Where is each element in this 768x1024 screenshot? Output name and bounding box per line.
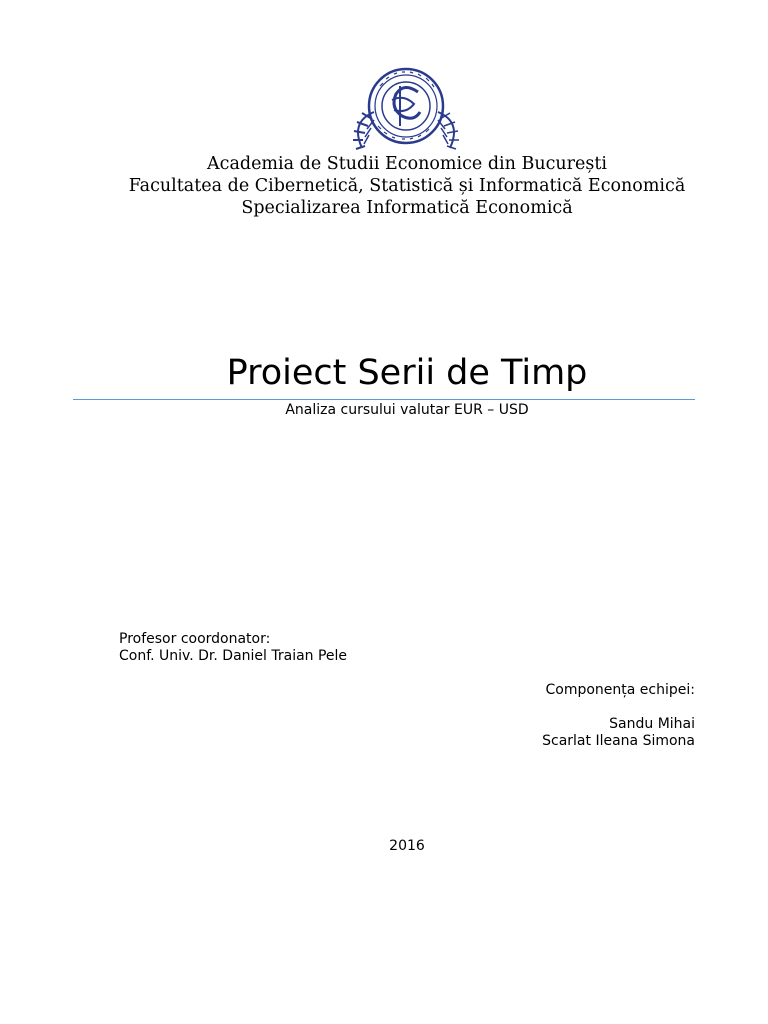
coordinator-name: Conf. Univ. Dr. Daniel Traian Pele: [119, 648, 348, 664]
specialization-name: Specializarea Informatică Economică: [241, 198, 573, 218]
faculty-name: Facultatea de Cibernetică, Statistică și Informatică Economică: [128, 176, 686, 196]
team-member: Scarlat Ileana Simona: [542, 733, 695, 749]
ase-emblem-icon: [344, 64, 468, 156]
coordinator-label: Profesor coordonator:: [119, 631, 271, 647]
team-member: Sandu Mihai: [609, 716, 695, 732]
title-divider: [73, 399, 695, 400]
coordinator-block: [119, 631, 347, 665]
university-name: Academia de Studii Economice din București: [207, 154, 607, 174]
team-label: Componența echipei:: [545, 682, 695, 698]
document-title: Proiect Serii de Timp: [226, 353, 588, 393]
institution-header: [60, 153, 754, 219]
document-subtitle: Analiza cursului valutar EUR – USD: [285, 402, 529, 418]
team-members: [542, 716, 695, 750]
team-block: [542, 682, 695, 750]
document-year: 2016: [389, 838, 425, 854]
